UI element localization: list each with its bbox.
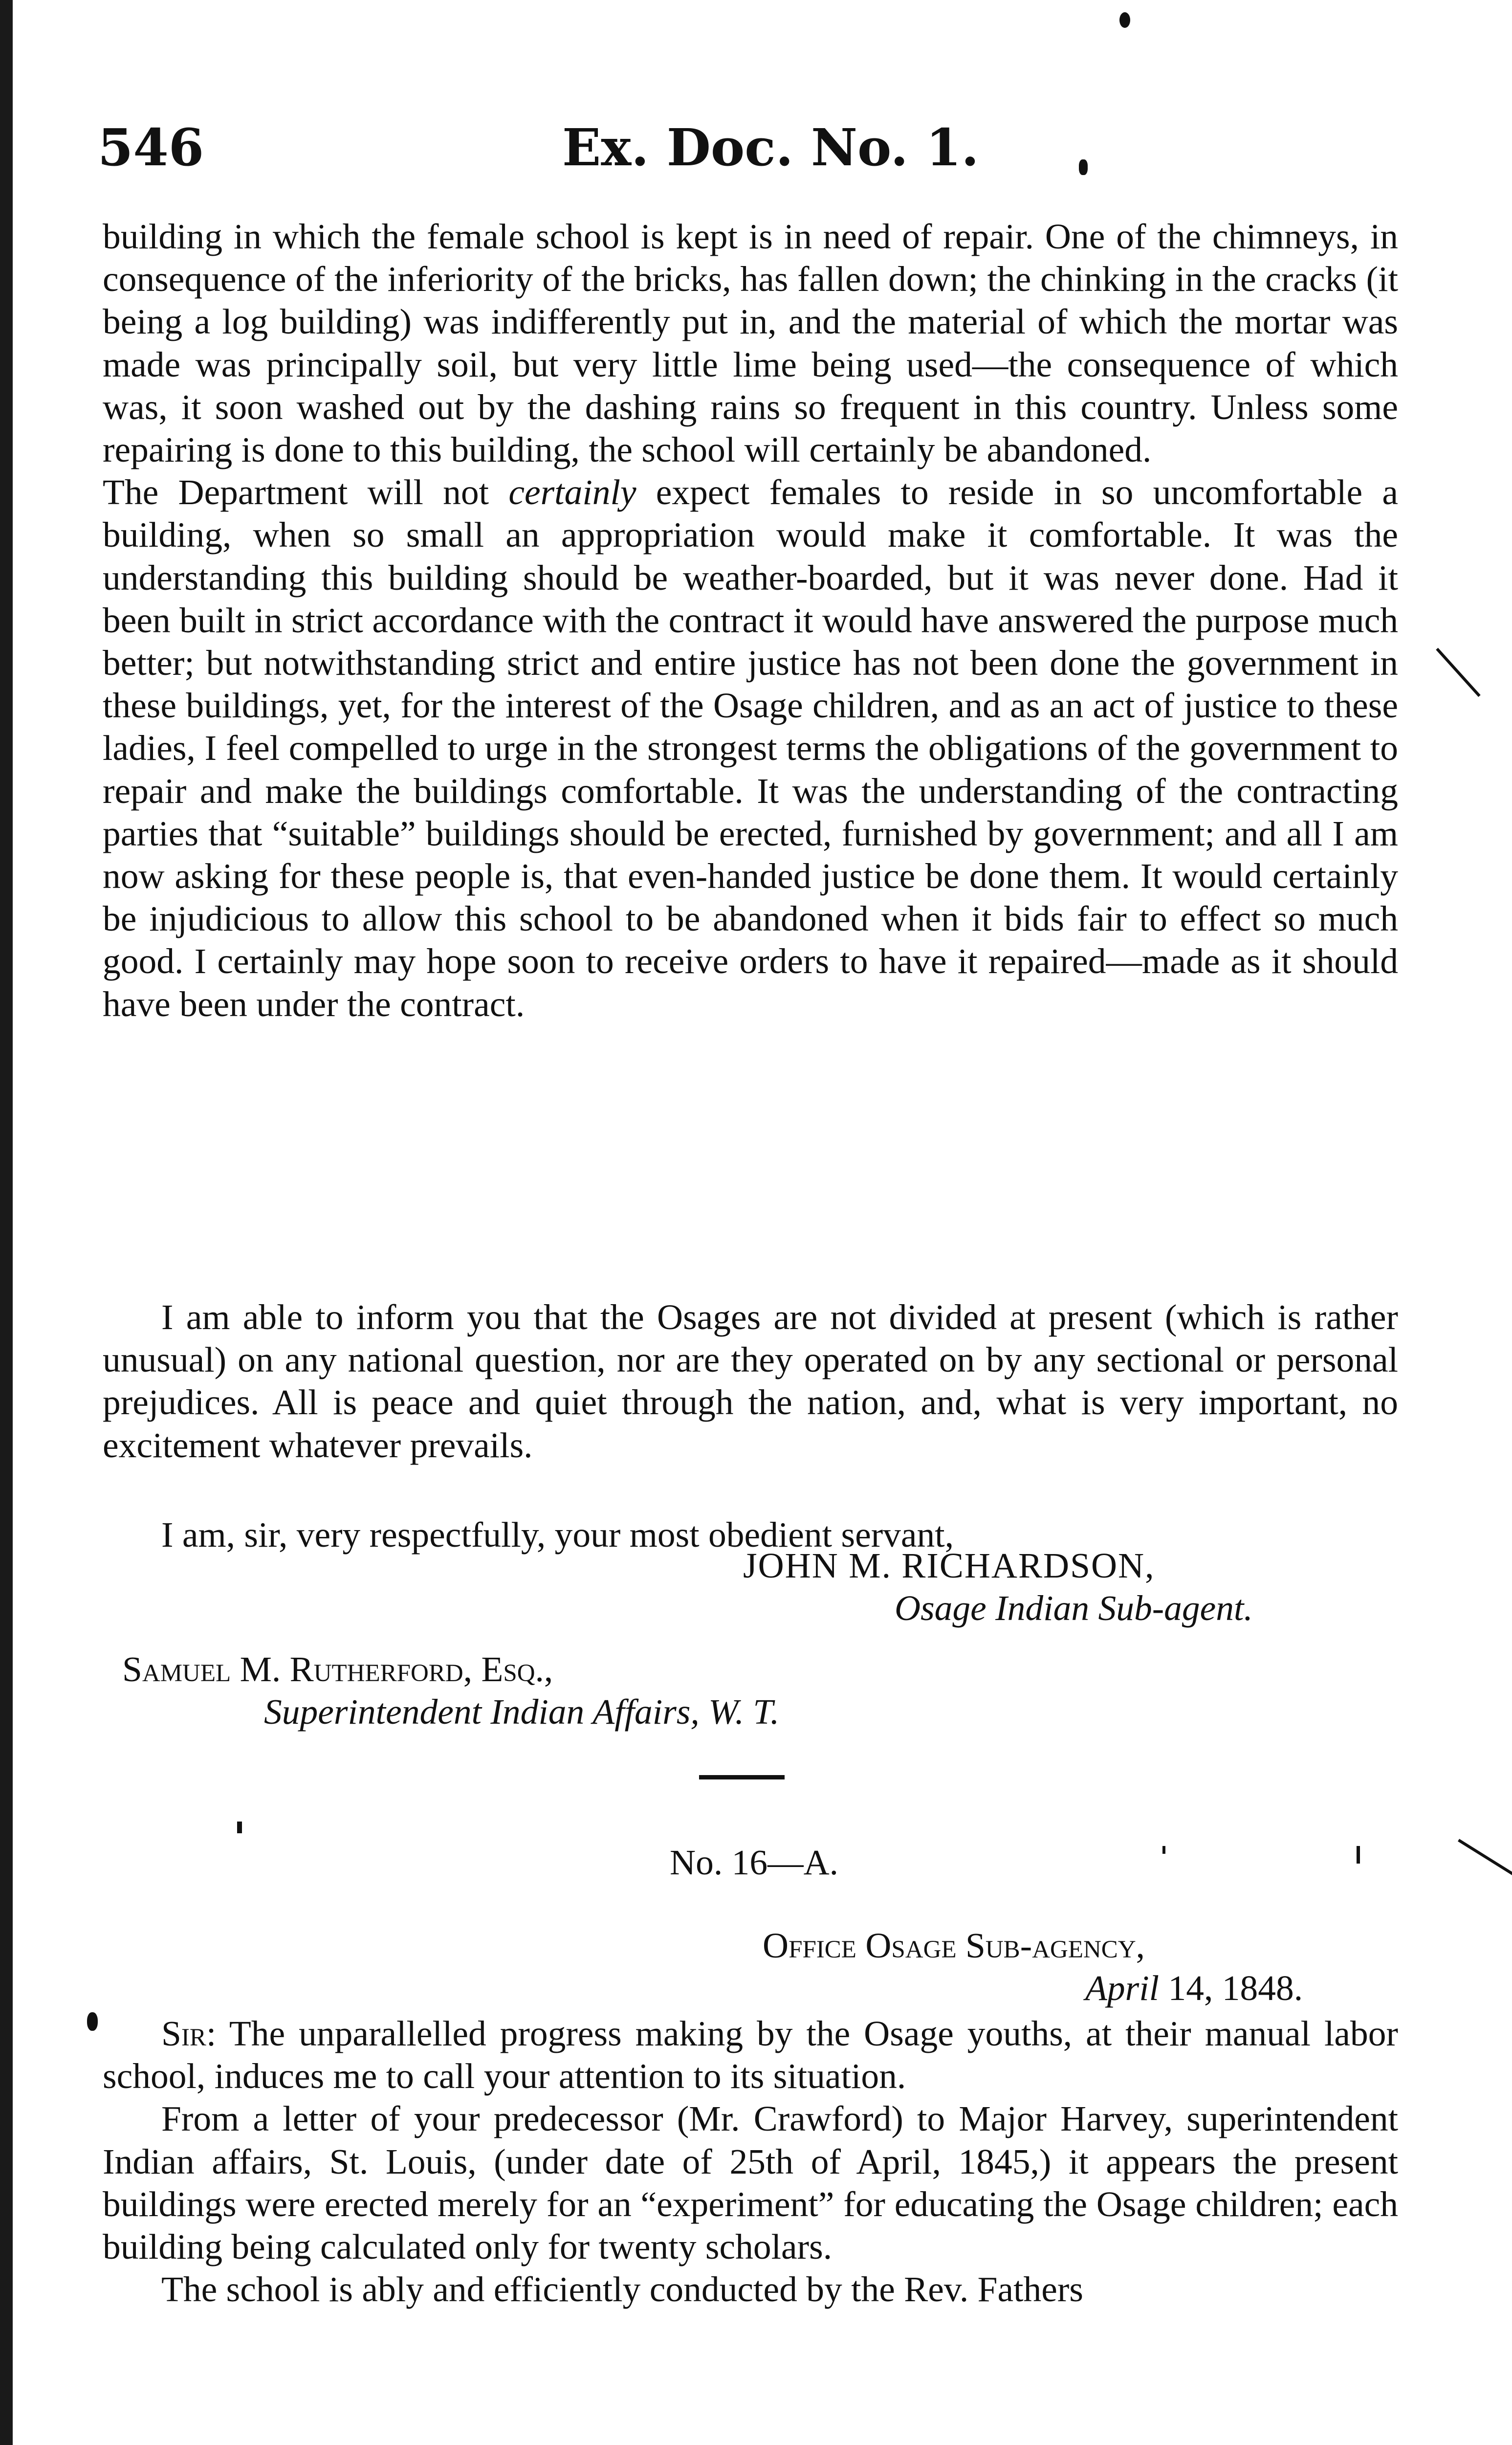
office-heading: Office Osage Sub-agency, bbox=[763, 1926, 1145, 1965]
paragraph: From a letter of your predecessor (Mr. Crawford) to Major Harvey, superintendent Indian affairs, St. Louis, (under date of 25th of April, 1845,) it appears the present buildings were erected merely for an “experiment” for educating the Osage children; each building being calculated only for twenty scholars. bbox=[103, 2099, 1398, 2267]
date-rest: 14, 1848. bbox=[1159, 1968, 1303, 2008]
addressee-name: Samuel M. Rutherford, Esq., bbox=[122, 1649, 553, 1689]
paragraph: I am able to inform you that the Osages are not divided at present (which is rather unusual) on any national question, nor are they operated on by any sectional or personal prejudices. All is peace and quiet through the nation, and, what is very important, no excitement whatever prevails. bbox=[103, 1297, 1398, 1465]
ink-speck bbox=[1357, 1846, 1360, 1864]
paragraph-text: The Department will not bbox=[103, 472, 509, 512]
signature-title: Osage Indian Sub-agent. bbox=[895, 1588, 1253, 1628]
paragraph: The school is ably and efficiently conducted by the Rev. Fathers bbox=[161, 2269, 1083, 2310]
letter-date bbox=[1085, 1967, 1303, 2009]
date-month: April bbox=[1085, 1968, 1160, 2008]
salutation: Sir: bbox=[161, 2014, 217, 2053]
ink-speck bbox=[1119, 12, 1130, 28]
letter-body bbox=[103, 215, 1398, 1025]
running-head: Ex. Doc. No. 1. bbox=[562, 117, 979, 178]
ink-speck bbox=[1162, 1846, 1165, 1854]
emphasis-text: certainly bbox=[508, 472, 636, 512]
paragraph-text: expect females to reside in so uncomfortable a building, when so small an appropriation would make it comfortable. It was the understanding this building should be weather-boarded, but it was never done. Had it been built in strict accordance with the contract it would have answered the purpose much better; but notwithstanding strict and entire justice has not been done the government in these buildings, yet, for the interest of the Osage children, and as an act of justice to these ladies, I feel compelled to urge in the strongest terms the obligations of the government to repair and make the buildings comfortable. It was the understanding of the contracting parties that “suitable” buildings should be erected, furnished by government; and all I am now asking for these people is, that even-handed justice be done them. It would certainly be injudicious to allow this school to be abandoned when it bids fair to effect so much good. I certainly may hope soon to receive orders to have it repaired—made as it should have been under the contract. bbox=[103, 472, 1398, 1024]
page-edge-left bbox=[0, 0, 13, 2445]
paragraph bbox=[103, 2012, 1398, 2097]
paragraph-continuation: building in which the female school is kept is in need of repair. One of the chimneys, in consequence of the inferiority of the bricks, has fallen down; the chinking in the cracks (it being a log building) was indifferently put in, and the material of which the mortar was made was principally soil, but very little lime being used—the consequence of which was, it soon washed out by the dashing rains so frequent in this country. Unless some repairing is done to this building, the school will certainly be abandoned. bbox=[103, 217, 1398, 470]
letter-body bbox=[103, 2012, 1398, 2311]
margin-tick-mark bbox=[1458, 1839, 1512, 1877]
signature-name: JOHN M. RICHARDSON, bbox=[743, 1546, 1155, 1585]
paragraph bbox=[103, 471, 1398, 1025]
paragraph-text: The unparallelled progress making by the Osage youths, at their manual labor school, induces me to call your attention to its situation. bbox=[103, 2014, 1398, 2096]
section-divider bbox=[699, 1775, 785, 1779]
ink-speck bbox=[237, 1822, 242, 1833]
page-number: 546 bbox=[98, 117, 204, 178]
letter-body bbox=[103, 1296, 1398, 1467]
margin-tick-mark bbox=[1436, 648, 1480, 697]
ink-speck bbox=[87, 2012, 98, 2031]
addressee-title: Superintendent Indian Affairs, W. T. bbox=[264, 1692, 780, 1732]
page-header bbox=[98, 117, 1418, 191]
closing-line: I am, sir, very respectfully, your most obedient servant, bbox=[161, 1515, 954, 1555]
document-number: No. 16—A. bbox=[670, 1843, 839, 1882]
